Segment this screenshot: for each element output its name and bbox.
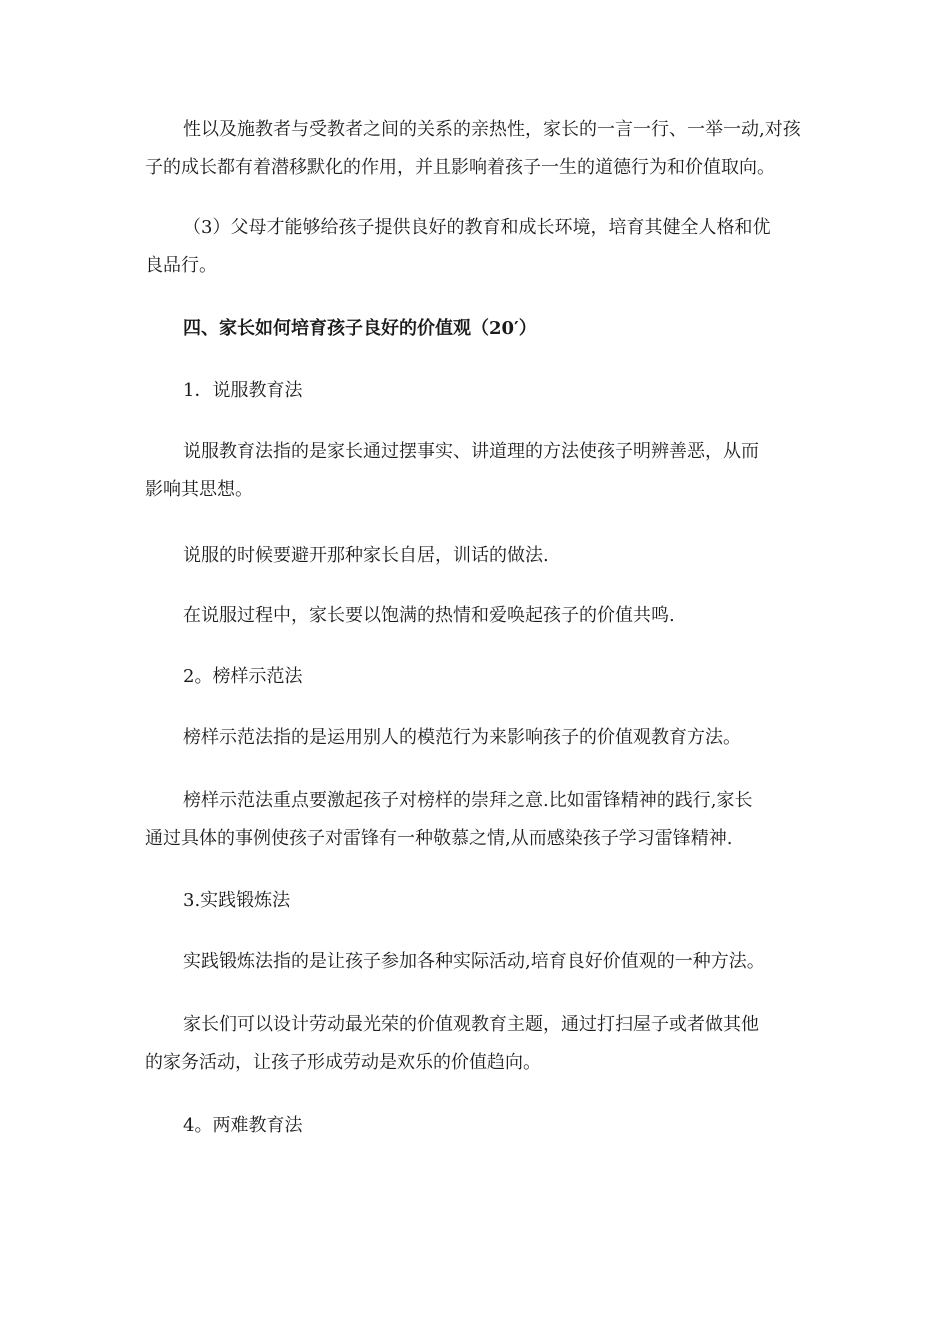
paragraph-parent-influence (145, 111, 810, 187)
heading-text: 四、家长如何培育孩子良好的价值观（20′） (183, 318, 537, 339)
text-line: 在说服过程中，家长要以饱满的热情和爱唤起孩子的价值共鸣. (183, 605, 675, 626)
subheading-text: 1．说服教育法 (183, 380, 303, 401)
paragraph-persuasion-definition (145, 433, 810, 509)
paragraph-practice-definition (145, 943, 810, 981)
text-line: 通过具体的事例使孩子对雷锋有一种敬慕之情,从而感染孩子学习雷锋精神. (145, 828, 733, 849)
section-heading-4 (145, 310, 810, 348)
text-line: 实践锻炼法指的是让孩子参加各种实际活动,培育良好价值观的一种方法。 (183, 951, 765, 972)
text-line: 说服教育法指的是家长通过摆事实、讲道理的方法使孩子明辨善恶，从而 (183, 441, 759, 462)
text-line: 的家务活动，让孩子形成劳动是欢乐的价值趋向。 (145, 1052, 541, 1073)
subheading-text: 4。两难教育法 (183, 1115, 303, 1136)
paragraph-role-model-definition (145, 719, 810, 757)
text-line: （3）父母才能够给孩子提供良好的教育和成长环境，培育其健全人格和优 (183, 217, 771, 238)
text-line: 性以及施教者与受教者之间的关系的亲热性，家长的一言一行、一举一动,对孩 (183, 119, 801, 140)
text-line: 榜样示范法指的是运用别人的模范行为来影响孩子的价值观教育方法。 (183, 727, 741, 748)
paragraph-role-model-example (145, 782, 810, 858)
text-line: 子的成长都有着潜移默化的作用，并且影响着孩子一生的道德行为和价值取向。 (145, 157, 775, 178)
paragraph-practice-example (145, 1006, 810, 1082)
subheading-practice (145, 882, 810, 920)
paragraph-persuasion-process (145, 597, 810, 635)
text-line: 家长们可以设计劳动最光荣的价值观教育主题，通过打扫屋子或者做其他 (183, 1014, 759, 1035)
text-line: 影响其思想。 (145, 479, 253, 500)
subheading-text: 3.实践锻炼法 (183, 890, 291, 911)
paragraph-persuasion-avoid (145, 537, 810, 575)
subheading-role-model (145, 658, 810, 696)
subheading-dilemma (145, 1107, 810, 1145)
paragraph-point-3 (145, 209, 810, 285)
text-line: 榜样示范法重点要激起孩子对榜样的崇拜之意.比如雷锋精神的践行,家长 (183, 790, 753, 811)
text-line: 说服的时候要避开那种家长自居，训话的做法. (183, 545, 549, 566)
subheading-persuasion (145, 372, 810, 410)
subheading-text: 2。榜样示范法 (183, 666, 303, 687)
text-line: 良品行。 (145, 255, 217, 276)
